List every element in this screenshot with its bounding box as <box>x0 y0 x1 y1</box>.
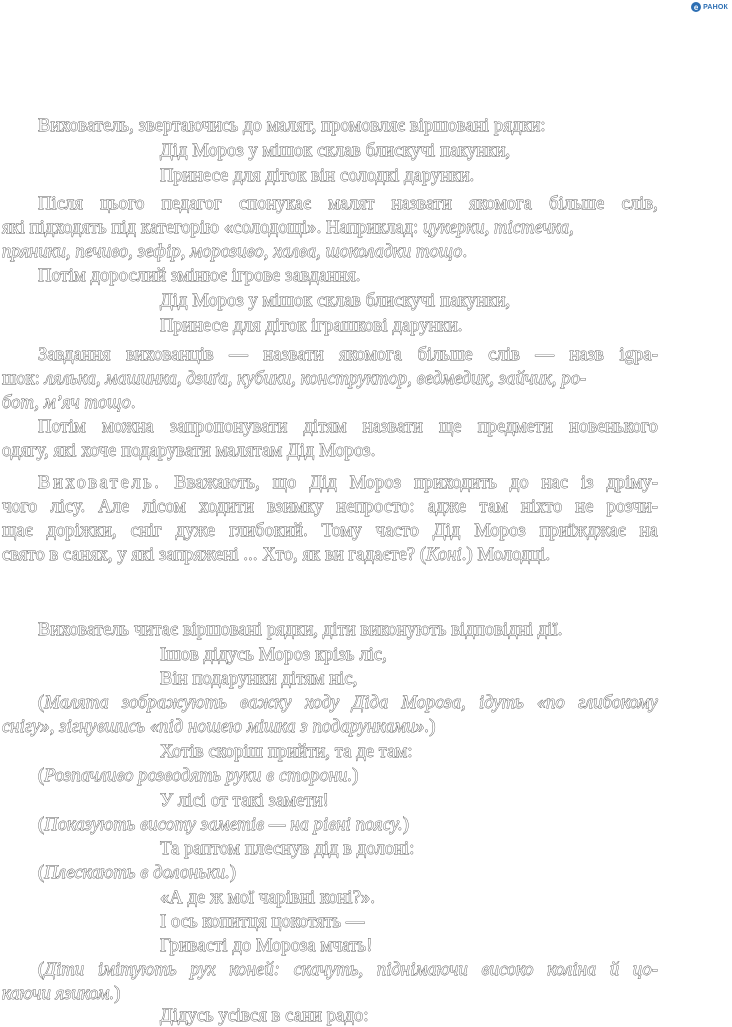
verse-line: Ішов дідусь Мороз крізь ліс, <box>160 645 387 665</box>
example-words: пряники, печиво, зефір, морозиво, халва, шоколадки тощо <box>2 242 463 262</box>
text-line: одягу, які хоче подарувати малятам Дід Мороз. <box>2 441 376 461</box>
stage-direction: (Діти імітують рух коней: скачуть, піднімаючи високо коліна й цо- <box>38 960 658 980</box>
stage-direction: (Розпачливо розводять руки в сторони.) <box>38 766 359 786</box>
logo-text: РАНОК <box>703 3 728 11</box>
verse-line: «А де ж мої чарівні коні?». <box>160 888 376 908</box>
verse-line: У лісі от такі замети! <box>160 791 329 811</box>
text-line: які підходять під категорію «солодощі». Наприклад: цукерки, тістечка, <box>2 218 574 238</box>
stage-direction: каючи язиком.) <box>2 984 121 1004</box>
text-line: Вихователь. Вважають, що Дід Мороз приходить до нас із дріму- <box>38 473 658 493</box>
verse-line: Та раптом плеснув дід в долоні: <box>160 839 415 859</box>
text-line: Завдання вихованців — назвати якомога більше слів — назв igра- <box>38 345 658 365</box>
verse-line: Хотів скоріш прийти, та де там: <box>160 742 413 762</box>
verse-line: Дід Мороз у мішок склав блискучі пакунки, <box>160 291 511 311</box>
verse-line: Дідусь усівся в сани радо: <box>160 1006 369 1026</box>
text-line: пряники, печиво, зефір, морозиво, халва, шоколадки тощо. <box>2 242 468 262</box>
text-line: бот, м’яч тощо. <box>2 393 136 413</box>
text-line: щає доріжки, сніг дуже глибокий. Тому часто Дід Мороз приїжджає на <box>2 521 658 541</box>
text-line: Вихователь, звертаючись до малят, промовляє віршовані рядки: <box>38 116 546 136</box>
verse-line: Дід Мороз у мішок склав блискучі пакунки, <box>160 141 511 161</box>
logo-mark: e <box>691 2 701 12</box>
text-line: Потім дорослий змінює ігрове завдання. <box>38 266 361 286</box>
text-line: Після цього педагог спонукає малят назвати якомога більше слів, <box>38 194 658 214</box>
text-line: Вихователь читає віршовані рядки, діти виконують відповідні дії. <box>38 620 563 640</box>
text-line: шок: лялька, машинка, дзиґа, кубики, конструктор, ведмедик, зайчик, ро- <box>2 369 587 389</box>
speaker-label: Вихователь. <box>38 473 162 493</box>
verse-line: І ось копитця цокотять — <box>160 912 365 932</box>
verse-line: Принесе для діток іграшкові дарунки. <box>160 316 463 336</box>
verse-line: Гриваcті до Мороза мчать! <box>160 936 373 956</box>
verse-line: Він подарунки дітям ніс, <box>160 669 358 689</box>
example-words: бот, м’яч тощо <box>2 393 131 413</box>
text-line: Потім можна запропонувати дітям назвати ще предмети новенького <box>38 417 658 437</box>
verse-line: Принесе для діток він солодкі дарунки. <box>160 166 475 186</box>
stage-direction: (Плескають в долоньки.) <box>38 863 237 883</box>
stage-direction: (Малята зображують важку ходу Діда Мороза, ідуть «по глибокому <box>38 693 658 713</box>
example-words: лялька, машинка, дзиґа, кубики, конструктор, ведмедик, зайчик, ро- <box>44 369 587 389</box>
example-words: цукерки, тістечка, <box>423 218 574 238</box>
stage-direction: (Показують висоту заметів — на рівні поясу.) <box>38 815 410 835</box>
stage-direction: снігу», зігнувшись «під ношею мішка з подарунками».) <box>2 717 436 737</box>
text-line: свято в санях, у які запряжені ... Хто, як ви гадаєте? (Коні.) Молодці. <box>2 545 551 565</box>
publisher-logo <box>691 2 728 12</box>
text-line: чого лісу. Але лісом ходити взимку непросто: адже там ніхто не розчи- <box>2 497 658 517</box>
